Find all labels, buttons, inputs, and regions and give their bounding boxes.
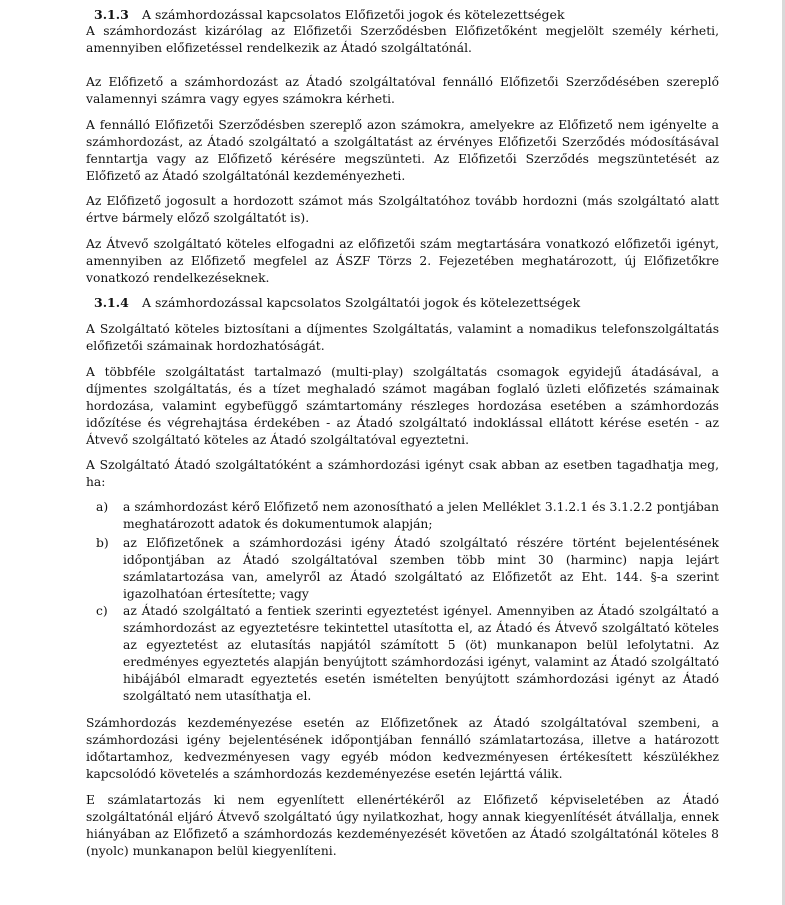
paragraph: E számlatartozás ki nem egyenlített ellenértékéről az Előfizető képviseletében az Átadó szolgáltatónál eljáró Átvevő szolgáltató úgy nyilatkozhat, hogy annak kiegyenlítését átvállalja, ennek hiányában az Előfizető a számhordozás kezdeményezését követően az Átadó szolgáltatónál köteles 8 (nyolc) munkanapon belül kiegyenlíteni. [86,793,719,858]
section-heading-3-1-4 [94,294,580,312]
section-number: 3.1.4 [94,295,129,310]
section-heading-3-1-3 [94,6,565,24]
list-text: az Előfizetőnek a számhordozási igény Átadó szolgáltató részére történt bejelentésének időpontjában az Átadó szolgáltatóval szemben több mint 30 (harminc) napja lejárt számlatartozása van, amelyről az Átadó szolgáltató az Előfizetőt az Eht. 144. §-a szerint igazolhatóan értesítette; vagy [123,536,719,601]
paragraph: Az Átvevő szolgáltató köteles elfogadni az előfizetői szám megtartására vonatkozó előfizetői igényt, amennyiben az Előfizető megfelel az ÁSZF Törzs 2. Fejezetében meghatározott, új Előfizetőkre vonatkozó rendelkezéseknek. [86,237,719,285]
list-label: c) [96,604,108,618]
paragraph: Az Előfizető a számhordozást az Átadó szolgáltatóval fennálló Előfizetői Szerződésében szereplő valamennyi számra vagy egyes számokra kérheti. [86,75,719,106]
paragraph: A számhordozást kizárólag az Előfizetői Szerződésben Előfizetőként megjelölt személy kérheti, amennyiben előfizetéssel rendelkezik az Átadó szolgáltatónál. [86,24,719,55]
list-text: az Átadó szolgáltató a fentiek szerinti egyeztetést igényel. Amennyiben az Átadó szolgáltató a számhordozást az egyeztetésre tekintettel utasította el, az Átadó és Átvevő szolgáltató köteles az egyeztetést az elutasítás napjától számított 5 (öt) munkanapon belül lefolytatni. Az eredményes egyeztetés alapján benyújtott számhordozási igényt, valamint az Átadó szolgáltató hibájából elmaradt egyeztetés esetén ismételten benyújtott számhordozási igényt az Átadó szolgáltató nem utasíthatja el. [123,604,719,703]
section-title: A számhordozással kapcsolatos Szolgáltatói jogok és kötelezettségek [142,295,581,310]
list-label: a) [96,500,109,514]
paragraph: A többféle szolgáltatást tartalmazó (multi-play) szolgáltatás csomagok egyidejű átadásával, a díjmentes szolgáltatás, és a tízet meghaladó számot magában foglaló üzleti előfizetés számainak hordozása, valamint egybefüggő számtartomány részleges hordozása esetében a számhordozás időzítése és végrehajtása érdekében - az Átadó szolgáltató indoklással ellátott kérése esetén - az Átvevő szolgáltató köteles az Átadó szolgáltatóval egyeztetni. [86,365,719,447]
section-number: 3.1.3 [94,7,129,22]
paragraph: A Szolgáltató Átadó szolgáltatóként a számhordozási igényt csak abban az esetben tagadhatja meg, ha: [86,458,719,489]
list-label: b) [96,536,109,550]
list-text: a számhordozást kérő Előfizető nem azonosítható a jelen Melléklet 3.1.2.1 és 3.1.2.2 pontjában meghatározott adatok és dokumentumok alapján; [123,500,719,531]
paragraph: Az Előfizető jogosult a hordozott számot más Szolgáltatóhoz tovább hordozni (más szolgáltató alatt értve bármely előző szolgáltatót is). [86,194,719,225]
paragraph: A Szolgáltató köteles biztosítani a díjmentes Szolgáltatás, valamint a nomadikus telefonszolgáltatás előfizetői számainak hordozhatóságát. [86,322,719,353]
paragraph: Számhordozás kezdeményezése esetén az Előfizetőnek az Átadó szolgáltatóval szembeni, a számhordozási igény bejelentésének időpontjában fennálló számlatartozása, illetve a határozott időtartamhoz, kedvezményesen vagy egyéb módon kedvezményesen értékesített készülékhez kapcsolódó követelés a számhordozás kezdeményezése esetén lejárttá válik. [86,716,719,781]
section-title: A számhordozással kapcsolatos Előfizetői jogok és kötelezettségek [142,7,565,22]
paragraph: A fennálló Előfizetői Szerződésben szereplő azon számokra, amelyekre az Előfizető nem igényelte a számhordozást, az Átadó szolgáltató a szolgáltatást az érvényes Előfizetői Szerződés módosításával fenntartja vagy az Előfizető kérésére megszünteti. Az Előfizetői Szerződés megszüntetését az Előfizető az Átadó szolgáltatónál kezdeményezheti. [86,118,719,183]
